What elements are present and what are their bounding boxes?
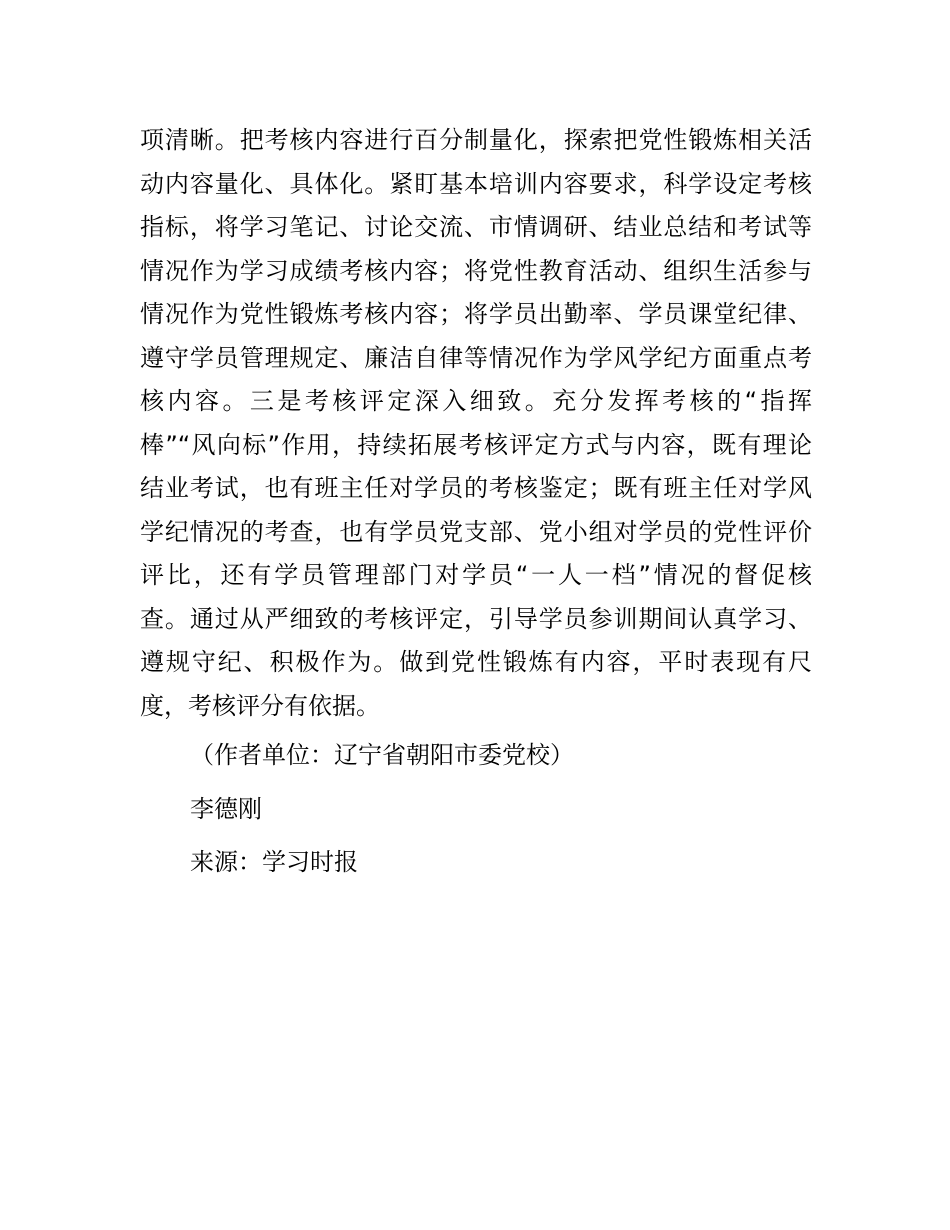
body-line: 项清晰。把考核内容进行百分制量化，探索把党性锻炼相关活 — [140, 126, 812, 154]
body-line: 学纪情况的考查，也有学员党支部、党小组对学员的党性评价 — [140, 517, 812, 546]
body-line: 棒”“风向标”作用，持续拓展考核评定方式与内容，既有理论 — [140, 430, 812, 459]
body-line: 度，考核评分有依据。 — [140, 691, 380, 720]
article-body — [140, 119, 812, 728]
author-name: 李德刚 — [190, 795, 262, 823]
body-line: 情况作为党性锻炼考核内容；将学员出勤率、学员课堂纪律、 — [140, 300, 812, 328]
body-line: 查。通过从严细致的考核评定，引导学员参训期间认真学习、 — [140, 604, 812, 633]
body-line: 结业考试，也有班主任对学员的考核鉴定；既有班主任对学风 — [140, 474, 812, 502]
body-line: 遵守学员管理规定、廉洁自律等情况作为学风学纪方面重点考 — [140, 343, 812, 372]
body-line: 动内容量化、具体化。紧盯基本培训内容要求，科学设定考核 — [140, 169, 812, 198]
body-line: 核内容。三是考核评定深入细致。充分发挥考核的“指挥 — [140, 387, 812, 415]
author-unit: （作者单位：辽宁省朝阳市委党校） — [190, 741, 574, 769]
body-line: 评比，还有学员管理部门对学员“一人一档”情况的督促核 — [140, 561, 812, 589]
source-line: 来源：学习时报 — [190, 848, 358, 876]
body-line: 情况作为学习成绩考核内容；将党性教育活动、组织生活参与 — [140, 256, 812, 285]
body-line: 指标，将学习笔记、讨论交流、市情调研、结业总结和考试等 — [140, 213, 812, 241]
body-line: 遵规守纪、积极作为。做到党性锻炼有内容，平时表现有尺 — [140, 648, 812, 676]
